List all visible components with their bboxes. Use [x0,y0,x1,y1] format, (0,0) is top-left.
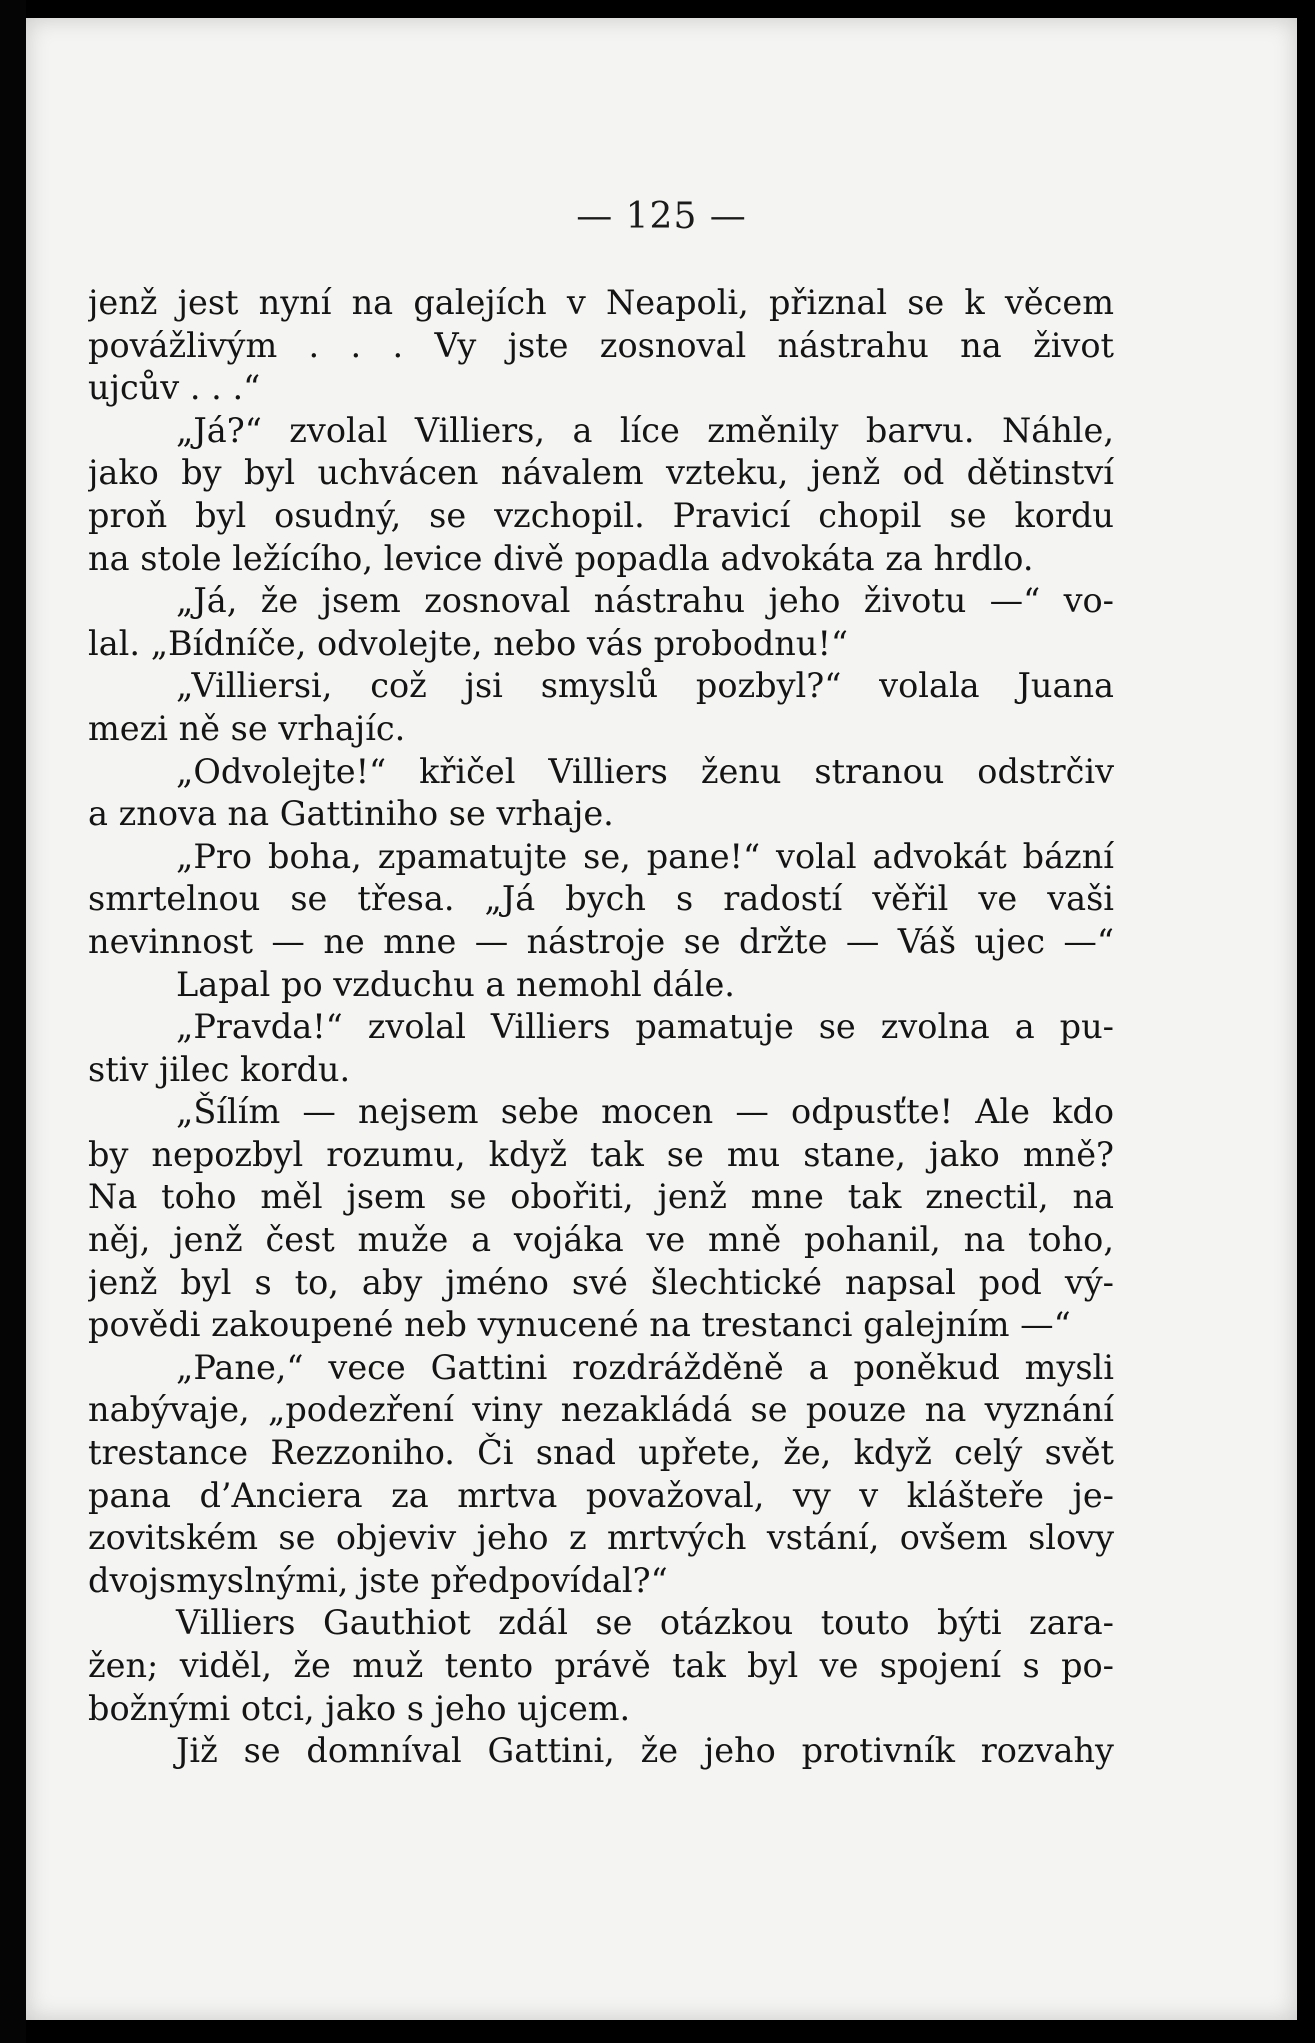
text-line: lal. „Bídníče, odvolejte, nebo vás probodnu!“ [88,623,849,663]
text-line: nevinnost — ne mne — nástroje se držte — Váš ujec —“ [88,921,1114,961]
text-line: zovitském se objeviv jeho z mrtvých vstání, ovšem slovy [88,1518,1114,1558]
text-line: stiv jilec kordu. [88,1049,351,1089]
text-line: mezi ně se vrhajíc. [88,708,406,748]
text-line: nabývaje, „podezření viny nezakládá se pouze na vyznání [88,1390,1114,1430]
book-page [26,18,1297,2020]
text-line: Již se domníval Gattini, že jeho protivník rozvahy [176,1731,1114,1771]
text-line: „Odvolejte!“ křičel Villiers ženu stranou odstrčiv [176,751,1114,791]
text-line: na stole ležícího, levice divě popadla advokáta za hrdlo. [88,538,1034,578]
text-line: povážlivým . . . Vy jste zosnoval nástrahu na život [88,325,1114,365]
text-line: Villiers Gauthiot zdál se otázkou touto býti zara- [176,1603,1114,1643]
text-line: božnými otci, jako s jeho ujcem. [88,1688,631,1728]
text-line: „Šílím — nejsem sebe mocen — odpusťte! Ale kdo [176,1092,1114,1132]
text-line: Lapal po vzduchu a nemohl dále. [176,964,735,1004]
text-line: „Pravda!“ zvolal Villiers pamatuje se zvolna a pu- [176,1007,1114,1047]
text-line: žen; viděl, že muž tento právě tak byl ve spojení s po- [88,1646,1114,1685]
text-line: jako by byl uchvácen návalem vzteku, jenž od dětinství [88,453,1114,493]
text-line: „Pro boha, zpamatujte se, pane!“ volal advokát bázní [176,836,1114,876]
text-line: dvojsmyslnými, jste předpovídal?“ [88,1560,668,1600]
body-text [88,282,1114,1773]
text-line: Na toho měl jsem se obořiti, jenž mne tak znectil, na [88,1177,1114,1217]
scan-border [0,0,26,2043]
text-line: „Pane,“ vece Gattini rozdrážděně a poněkud mysli [176,1347,1114,1387]
text-line: by nepozbyl rozumu, když tak se mu stane, jako mně? [88,1134,1114,1174]
page-number: — 125 — [576,196,747,237]
text-line: trestance Rezzoniho. Či snad upřete, že, když celý svět [88,1433,1114,1473]
text-line: povědi zakoupené neb vynucené na trestanci galejním —“ [88,1305,1071,1345]
text-line: něj, jenž čest muže a vojáka ve mně pohanil, na toho, [88,1220,1114,1260]
text-line: „Villiersi, což jsi smyslů pozbyl?“ volala Juana [176,666,1114,706]
text-line: jenž byl s to, aby jméno své šlechtické napsal pod vý- [88,1262,1114,1302]
text-line: a znova na Gattiniho se vrhaje. [88,794,614,834]
text-line: pana d’Anciera za mrtva považoval, vy v klášteře je- [88,1475,1114,1515]
text-line: „Já?“ zvolal Villiers, a líce změnily barvu. Náhle, [176,410,1114,450]
text-line: proň byl osudný, se vzchopil. Pravicí chopil se kordu [88,495,1114,535]
text-line: smrtelnou se třesa. „Já bych s radostí věřil ve vaši [88,879,1114,919]
text-line: „Já, že jsem zosnoval nástrahu jeho životu —“ vo- [176,581,1114,621]
text-line: ujcův . . .“ [88,368,261,408]
text-line: jenž jest nyní na galejích v Neapoli, přiznal se k věcem [88,283,1114,322]
